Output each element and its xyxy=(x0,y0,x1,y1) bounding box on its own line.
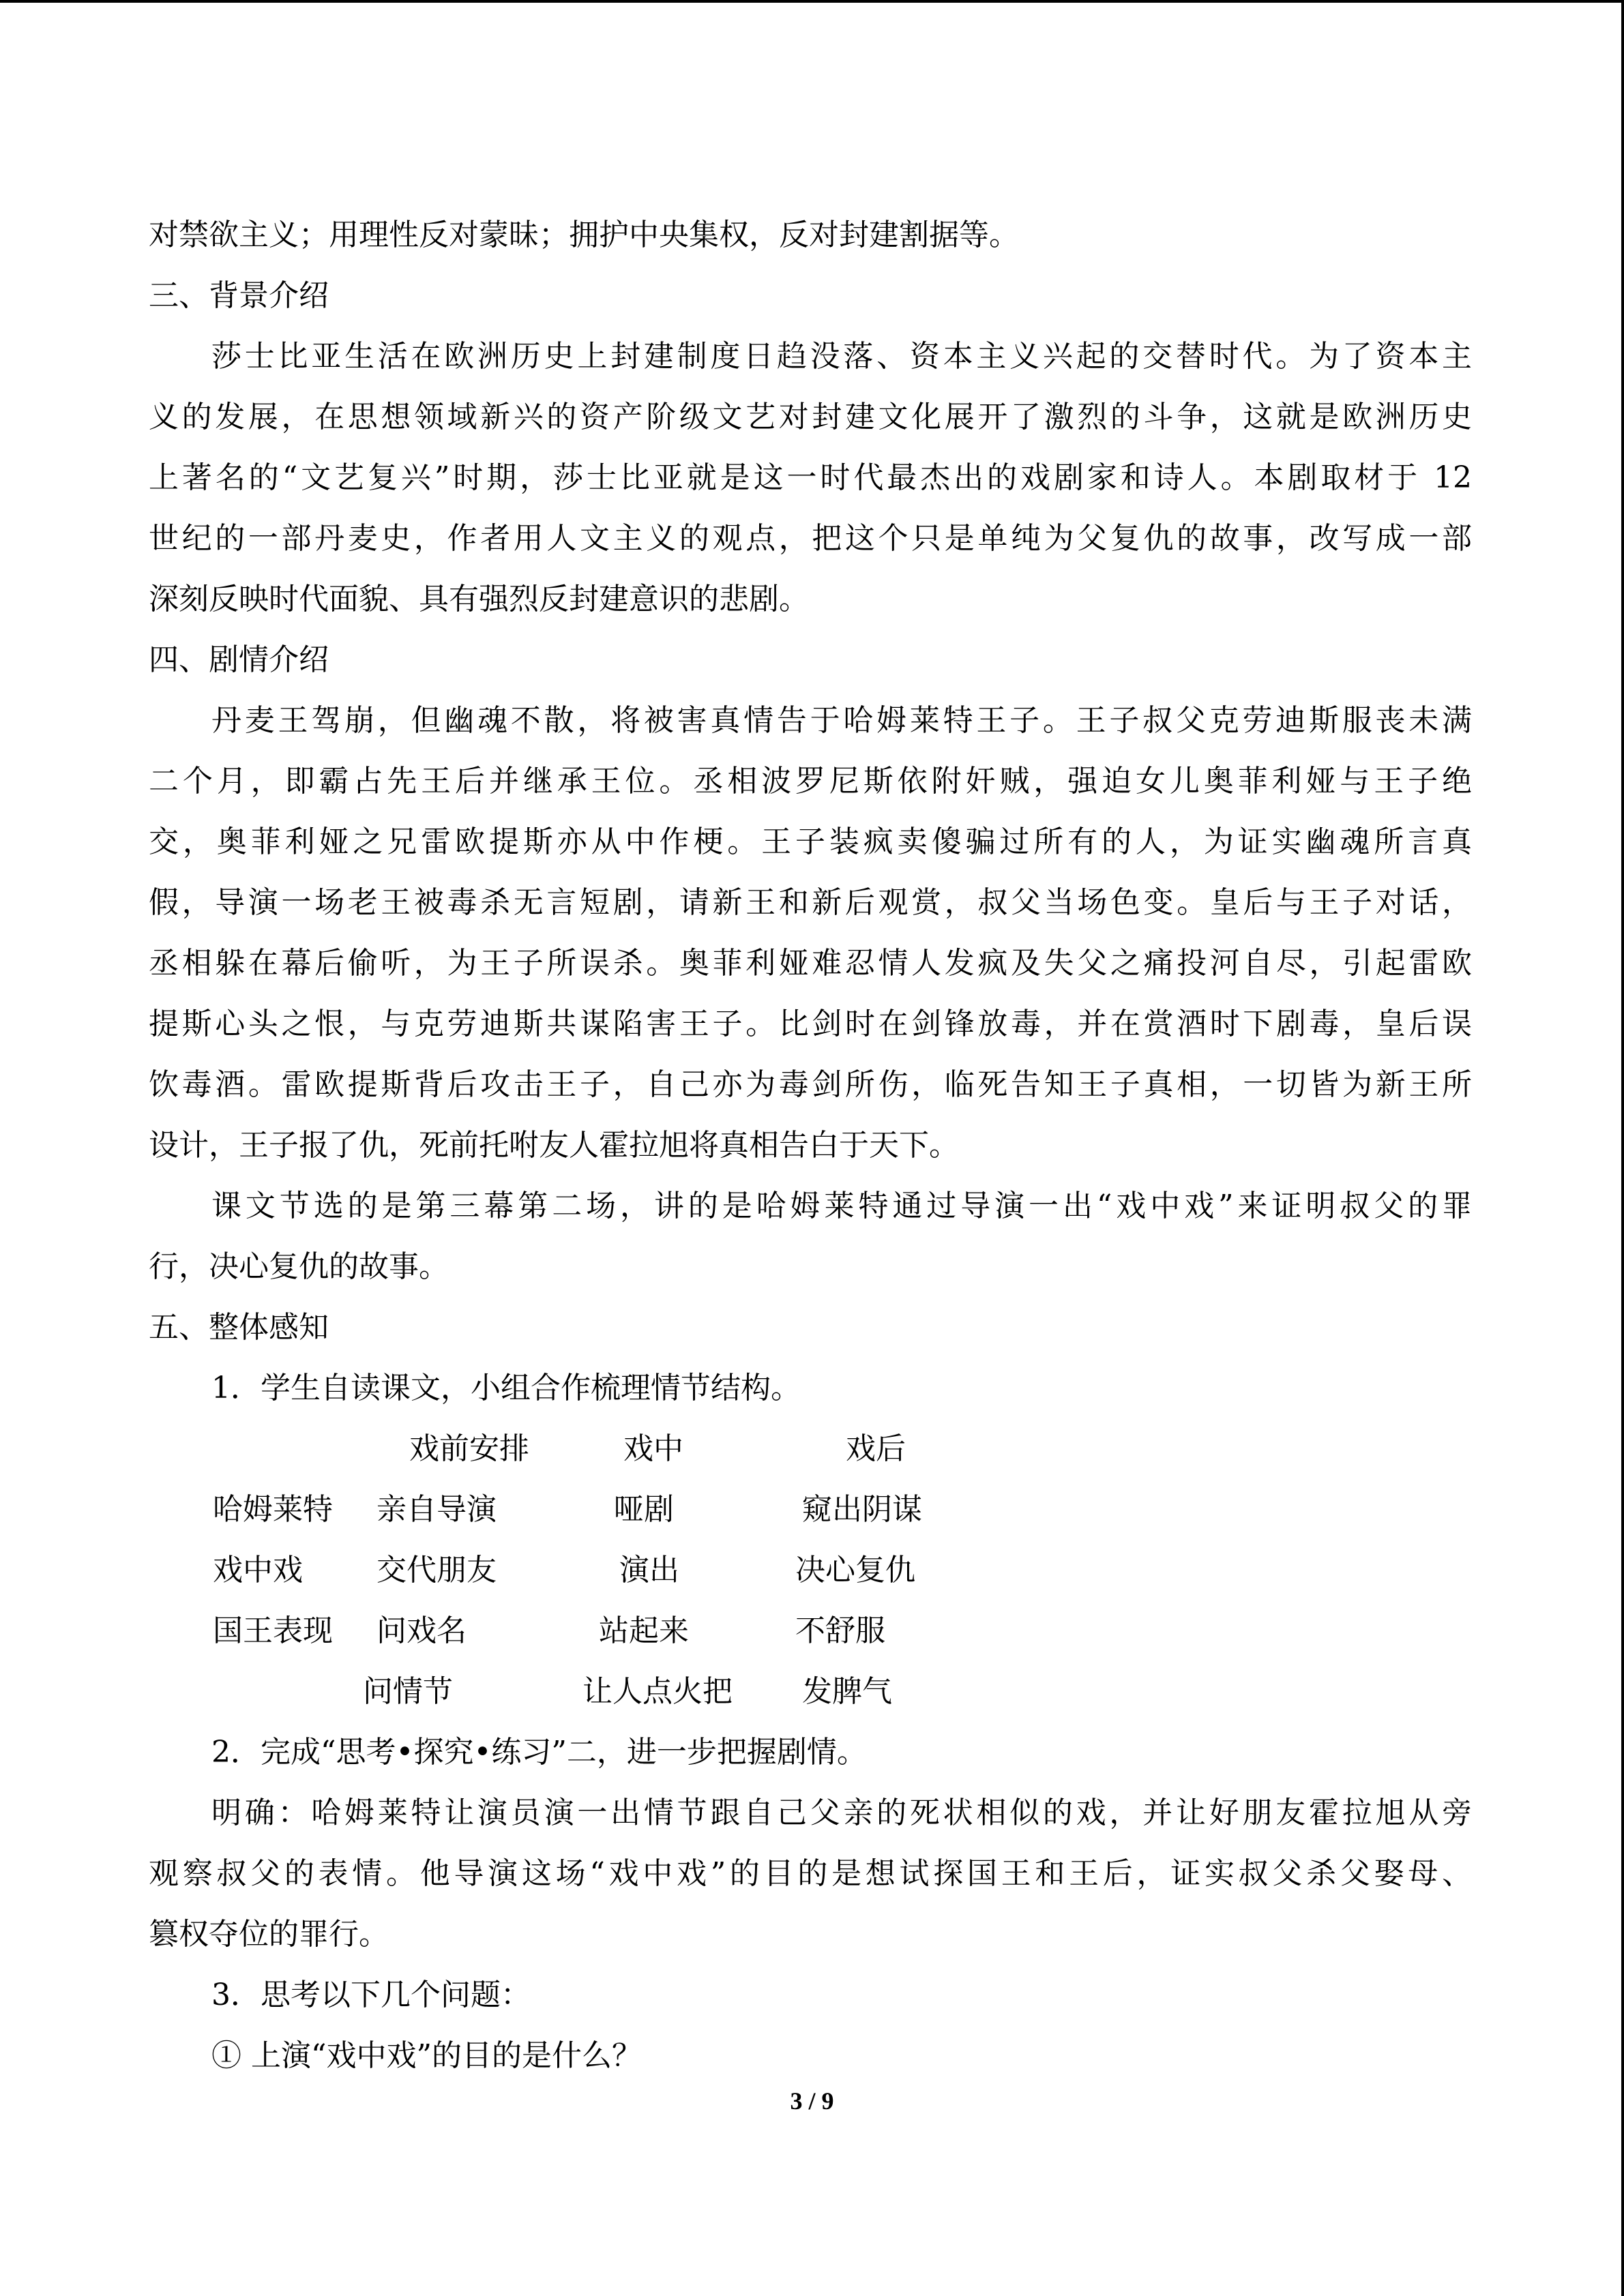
table-cell: 演出 xyxy=(619,1553,679,1587)
table-header-cell: 戏中 xyxy=(623,1431,683,1466)
paragraph-line: 3．思考以下几个问题： xyxy=(211,1978,531,2012)
table-cell: 不舒服 xyxy=(795,1613,885,1648)
table-cell: 交代朋友 xyxy=(377,1553,497,1587)
document-body xyxy=(149,205,1472,2086)
paragraph-line: 课文节选的是第三幕第二场，讲的是哈姆莱特通过导演一出“戏中戏”来证明叔父的罪 xyxy=(211,1189,1472,1223)
paragraph-line: 丞相躲在幕后偷听，为王子所误杀。奥菲利娅难忍情人发疯及失父之痛投河自尽，引起雷欧 xyxy=(149,946,1472,981)
paragraph-line: 观察叔父的表情。他导演这场“戏中戏”的目的是想试探国王和王后，证实叔父杀父娶母、 xyxy=(149,1856,1472,1891)
paragraph-line: 世纪的一部丹麦史，作者用人文主义的观点，把这个只是单纯为父复仇的故事，改写成一部 xyxy=(149,521,1472,556)
plot-table-header xyxy=(149,1418,1472,1479)
paragraph-line: 深刻反映时代面貌、具有强烈反封建意识的悲剧。 xyxy=(149,582,809,616)
table-cell: 窥出阴谋 xyxy=(802,1492,922,1527)
paragraph-line: 设计，王子报了仇，死前托咐友人霍拉旭将真相告白于天下。 xyxy=(149,1128,959,1163)
paragraph-line: 提斯心头之恨，与克劳迪斯共谋陷害王子。比剑时在剑锋放毒，并在赏酒时下剧毒，皇后误 xyxy=(149,1007,1472,1041)
section-heading: 三、背景介绍 xyxy=(149,278,329,313)
paragraph-line: 2．完成“思考•探究•练习”二，进一步把握剧情。 xyxy=(211,1735,867,1770)
plot-table-row xyxy=(149,1661,1472,1722)
paragraph-line: 饮毒酒。雷欧提斯背后攻击王子，自己亦为毒剑所伤，临死告知王子真相，一切皆为新王所 xyxy=(149,1067,1472,1102)
section-heading: 五、整体感知 xyxy=(149,1310,329,1345)
table-cell: 哑剧 xyxy=(614,1492,674,1527)
paragraph-line: 假，导演一场老王被毒杀无言短剧，请新王和新后观赏，叔父当场色变。皇后与王子对话， xyxy=(149,885,1472,920)
table-cell: 问戏名 xyxy=(377,1613,467,1648)
table-cell: 让人点火把 xyxy=(582,1674,733,1709)
paragraph-line: 莎士比亚生活在欧洲历史上封建制度日趋没落、资本主义兴起的交替时代。为了资本主 xyxy=(211,339,1472,374)
paragraph-line: 二个月，即霸占先王后并继承王位。丞相波罗尼斯依附奸贼，强迫女儿奥菲利娅与王子绝 xyxy=(149,764,1472,799)
paragraph-line: 1．学生自读课文，小组合作梳理情节结构。 xyxy=(211,1371,801,1405)
table-cell: 发脾气 xyxy=(802,1674,892,1709)
plot-table-row xyxy=(149,1540,1472,1600)
top-border xyxy=(0,0,1624,3)
table-cell: 国王表现 xyxy=(213,1613,333,1648)
plot-table-row xyxy=(149,1479,1472,1540)
paragraph-line: ① 上演“戏中戏”的目的是什么？ xyxy=(211,2038,642,2073)
table-cell: 戏中戏 xyxy=(213,1553,303,1587)
paragraph-line: 明确：哈姆莱特让演员演一出情节跟自己父亲的死状相似的戏，并让好朋友霍拉旭从旁 xyxy=(211,1795,1472,1830)
table-cell: 决心复仇 xyxy=(795,1553,915,1587)
right-border xyxy=(1621,0,1624,2296)
paragraph-line: 义的发展，在思想领域新兴的资产阶级文艺对封建文化展开了激烈的斗争，这就是欧洲历史 xyxy=(149,400,1472,434)
table-cell: 问情节 xyxy=(363,1674,453,1709)
text-line: 对禁欲主义；用理性反对蒙昧；拥护中央集权，反对封建割据等。 xyxy=(149,218,1019,252)
paragraph-line: 篡权夺位的罪行。 xyxy=(149,1917,389,1952)
paragraph-line: 上著名的“文艺复兴”时期，莎士比亚就是这一时代最杰出的戏剧家和诗人。本剧取材于 12 xyxy=(149,460,1472,495)
paragraph-line: 交，奥菲利娅之兄雷欧提斯亦从中作梗。王子装疯卖傻骗过所有的人，为证实幽魂所言真 xyxy=(149,824,1472,859)
table-cell: 站起来 xyxy=(599,1613,689,1648)
plot-table-row xyxy=(149,1600,1472,1661)
paragraph-line: 行，决心复仇的故事。 xyxy=(149,1249,449,1284)
page-number: 3 / 9 xyxy=(790,2087,834,2115)
table-cell: 亲自导演 xyxy=(377,1492,497,1527)
table-header-cell: 戏后 xyxy=(846,1431,906,1466)
paragraph-line: 丹麦王驾崩，但幽魂不散，将被害真情告于哈姆莱特王子。王子叔父克劳迪斯服丧未满 xyxy=(211,703,1472,738)
table-cell: 哈姆莱特 xyxy=(213,1492,333,1527)
table-header-cell: 戏前安排 xyxy=(409,1431,529,1466)
section-heading: 四、剧情介绍 xyxy=(149,642,329,677)
